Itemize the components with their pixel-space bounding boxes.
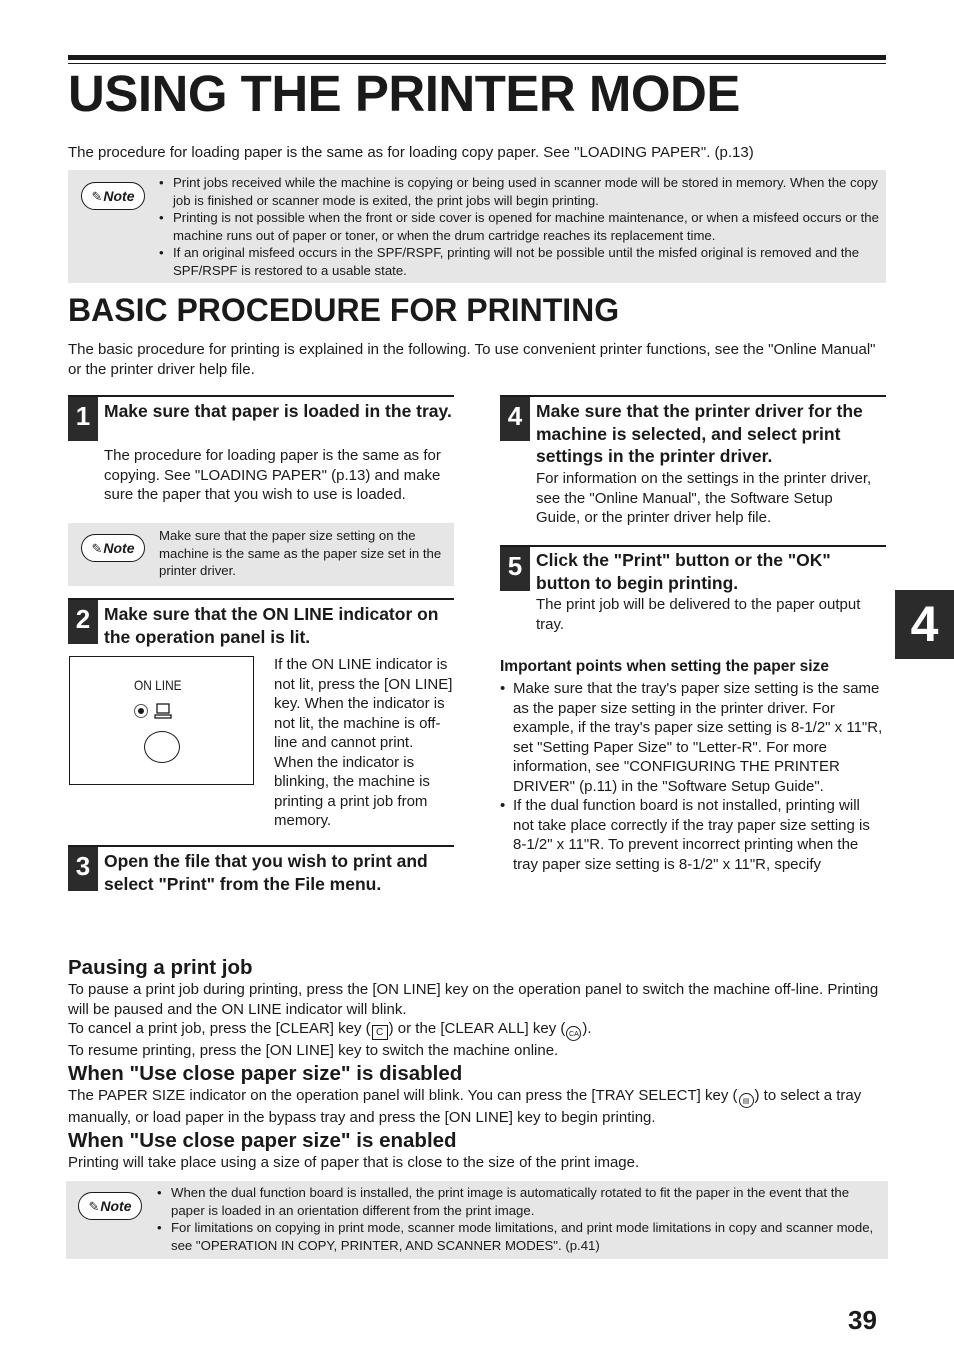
pencil-icon: ✎ [91, 540, 103, 556]
list-item: • When the dual function board is installed, the print image is automatically rotated to fit the paper in the event that the paper is loaded in an orientation different from the print image. [156, 1184, 882, 1219]
step-rule [500, 545, 886, 547]
step-body: If the ON LINE indicator is not lit, press the [ON LINE] key. When the indicator is not lit, the machine is off-line and cannot print. When the indicator is blinking, the machine is printing a print job from memory. [274, 656, 453, 829]
note-badge: ✎ Note [81, 534, 145, 562]
step-title: Open the file that you wish to print and select "Print" from the File menu. [104, 851, 428, 894]
indicator-light-icon [134, 704, 148, 718]
paragraph: To resume printing, press the [ON LINE] key to switch the machine online. [68, 1042, 559, 1059]
note-box-1 [68, 170, 886, 283]
header-rule [68, 55, 886, 60]
pencil-icon: ✎ [88, 1198, 100, 1214]
note-box-2 [68, 523, 454, 586]
step-body: The procedure for loading paper is the same as for copying. See "LOADING PAPER" (p.13) and make sure the paper that you wish to use is loaded. [104, 447, 441, 503]
list-item: • For limitations on copying in print mode, scanner mode limitations, and print mode limitations in copy and scanner mode, see "OPERATION IN COPY, PRINTER, AND SCANNER MODES". (p.41) [156, 1219, 882, 1254]
paragraph: To cancel a print job, press the [CLEAR] key ( C ) or the [CLEAR ALL] key ( CA ). [68, 1019, 886, 1041]
step-number: 5 [500, 547, 530, 591]
important-title: Important points when setting the paper size [500, 658, 829, 675]
chapter-tab: 4 [895, 590, 954, 659]
list-item: • If an original misfeed occurs in the SPF/RSPF, printing will not be possible until the misfed original is removed and the SPF/RSPF is restored to a usable state. [158, 244, 880, 279]
tray-select-key-icon: ▤ [739, 1093, 754, 1108]
subsection-title: When "Use close paper size" is disabled [68, 1062, 463, 1085]
step-rule [68, 845, 454, 847]
step-number: 1 [68, 397, 98, 441]
page-number: 39 [848, 1305, 877, 1335]
note-badge: ✎ Note [78, 1192, 142, 1220]
step-number: 2 [68, 600, 98, 644]
list-item: • Printing is not possible when the front or side cover is opened for machine maintenance, or when a misfeed occurs or the machine runs out of paper or toner, or when the drum cartridge reaches its replacement time. [158, 209, 880, 244]
step-title: Make sure that the ON LINE indicator on the operation panel is lit. [104, 604, 439, 647]
list-item: • If the dual function board is not installed, printing will not take place correctly if the tray paper size setting is 8-1/2" x 11"R. To prevent incorrect printing when the tray paper size setting is 8-1/2" x 11"R, specify [500, 796, 884, 874]
list-item: • Make sure that the tray's paper size setting is the same as the paper size setting in the printer driver. For example, if the tray's paper size setting is 8-1/2" x 11"R, set "Setting Paper Size" to "Letter-R". For more information, see "CONFIGURING THE PRINTER DRIVER" (p.11) in the "Software Setup Guide". [500, 679, 884, 796]
intro-text: The procedure for loading paper is the same as for loading copy paper. See "LOADING PAPER". (p.13) [68, 144, 754, 161]
step-number: 3 [68, 847, 98, 891]
note-list-3 [156, 1184, 882, 1254]
step-body: For information on the settings in the printer driver, see the "Online Manual", the Software Setup Guide, or the printer driver help file. [536, 470, 872, 526]
clear-key-icon: C [372, 1025, 388, 1040]
pencil-icon: ✎ [91, 188, 103, 204]
step-title: Make sure that the printer driver for the machine is selected, and select print settings in the printer driver. [536, 401, 863, 466]
important-list [500, 679, 884, 874]
note-text: Make sure that the paper size setting on the machine is the same as the paper size set in the printer driver. [159, 528, 442, 579]
note-list-1 [158, 174, 880, 280]
pausing-text [68, 980, 886, 1061]
monitor-icon [154, 702, 172, 720]
note-badge: ✎ Note [81, 182, 145, 210]
online-indicator-figure [69, 656, 254, 785]
step-body: The print job will be delivered to the paper output tray. [536, 596, 861, 633]
page-title: USING THE PRINTER MODE [68, 65, 740, 122]
step-number: 4 [500, 397, 530, 441]
paragraph: The PAPER SIZE indicator on the operation panel will blink. You can press the [TRAY SELECT] key ( ▤ ) to select a tray manually, or load paper in the bypass tray and press the [ON LINE] key to begin printing. [68, 1087, 862, 1126]
paragraph: Printing will take place using a size of paper that is close to the size of the print image. [68, 1154, 640, 1171]
section-title: BASIC PROCEDURE FOR PRINTING [68, 292, 620, 328]
list-item: • Print jobs received while the machine is copying or being used in scanner mode will be stored in memory. When the copy job is finished or scanner mode is exited, the print jobs will begin printing. [158, 174, 880, 209]
section-intro: The basic procedure for printing is explained in the following. To use convenient printer functions, see the "Online Manual" or the printer driver help file. [68, 341, 876, 378]
clear-all-key-icon: CA [566, 1026, 581, 1041]
online-key-icon [144, 731, 180, 763]
step-rule [68, 395, 454, 397]
subsection-title: Pausing a print job [68, 956, 253, 979]
step-rule [68, 598, 454, 600]
note-box-3 [66, 1181, 888, 1259]
step-title: Click the "Print" button or the "OK" button to begin printing. [536, 550, 831, 593]
paragraph: To pause a print job during printing, press the [ON LINE] key on the operation panel to switch the machine off-line. Printing will be paused and the ON LINE indicator will blink. [68, 981, 879, 1018]
step-rule [500, 395, 886, 397]
step-title: Make sure that paper is loaded in the tray. [104, 401, 452, 421]
online-label: ON LINE [134, 677, 182, 693]
subsection-title: When "Use close paper size" is enabled [68, 1129, 457, 1152]
